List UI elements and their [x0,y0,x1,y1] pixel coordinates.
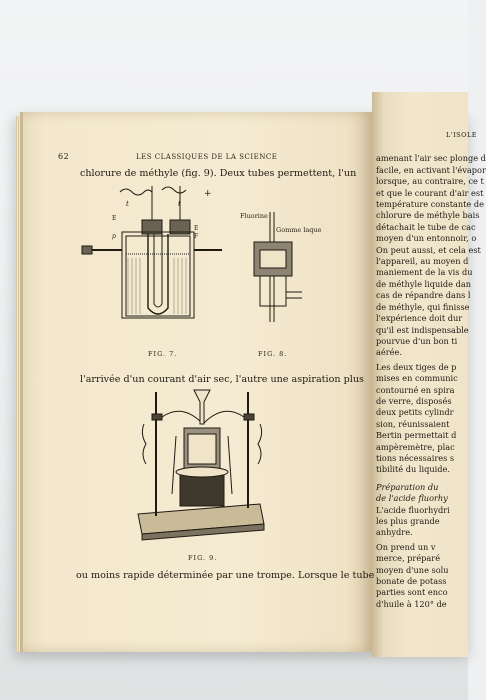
right-page-text [376,130,486,610]
text-line-3: ou moins rapide déterminée par une trompe. Lorsque le tube [76,570,375,581]
right-line: deux petits cylindr [376,407,454,418]
figure-7-apparatus [82,184,232,334]
right-line: amenant l'air sec plonge d [376,153,486,164]
right-line: facile, en activant l'évapor [376,164,486,175]
right-line: parties sont enco [376,587,448,598]
right-line: chlorure de méthyle bais [376,210,480,221]
right-line: moyen d'une solu [376,564,449,575]
page-number: 62 [58,152,70,161]
right-line: On prend un v [376,541,436,552]
right-line: de méthyle liquide dan [376,278,472,289]
svg-text:t: t [178,200,181,208]
right-line: détachait le tube de cac [376,221,476,232]
fig8-caption: FIG. 8. [258,350,288,358]
right-line: les plus grande [376,516,440,526]
right-line: contourné en spira [376,384,455,395]
running-header-title: LES CLASSIQUES DE LA SCIENCE [136,153,278,161]
right-section-title: de l'acide fluorhy [376,493,448,504]
svg-text:p: p [112,233,116,240]
right-line: tions nécessaires s [376,452,455,463]
svg-text:t: t [126,200,129,208]
right-line: tibilité du liquide. [376,464,450,475]
fig9-caption: FIG. 9. [188,554,218,562]
fig8-label-fluorine: Fluorine [240,212,268,220]
figure-9-apparatus [134,384,274,544]
right-line: L'acide fluorhydri [376,504,450,515]
right-line: l'expérience doit dur [376,313,463,324]
right-line: mises en communic [376,373,458,384]
right-line: d'huile à 120° de [376,598,447,609]
right-line: aérée. [376,347,402,358]
right-line: de méthyle, qui finisse [376,301,470,312]
right-line: Bertin permettait d [376,430,457,441]
right-line: maniement de la vis du [376,267,473,278]
right-line: ampèremètre, plac [376,441,455,452]
right-line: température constante de [376,199,484,210]
fig7-caption: FIG. 7. [148,350,178,358]
svg-text:E: E [112,215,117,222]
right-line: l'appareil, au moyen d [376,256,469,267]
right-running-header: L'ISOLE [446,131,478,139]
text-line-1: chlorure de méthyle (fig. 9). Deux tubes permettent, l'un [80,168,357,179]
right-line: moyen d'un entonnoir, o [376,233,477,244]
svg-text:F: F [194,233,199,240]
right-line: de verre, disposés [376,395,452,406]
right-line: et que le courant d'air est [376,187,484,198]
right-line: cas de répandre dans l [376,290,471,301]
right-line: Les deux tiges de p [376,361,457,372]
right-line: bonate de potass [376,576,447,587]
svg-text:+: + [204,189,212,199]
right-line: qu'il est indispensable [376,324,469,335]
right-line: sion, réunissaient [376,418,450,429]
right-line: lorsque, au contraire, ce t [376,176,484,187]
fig8-label-gomme-laque: Gomme laque [276,226,322,234]
text-line-2: l'arrivée d'un courant d'air sec, l'autre une aspiration plus [80,374,364,385]
right-line: pourvue d'un bon ti [376,335,458,346]
svg-text:E: E [194,225,199,232]
right-section-title: Préparation du [376,481,439,492]
right-line: anhydre. [376,527,413,538]
right-line: merce, préparé [376,553,441,564]
right-line: On peut aussi, et cela est [376,244,481,255]
